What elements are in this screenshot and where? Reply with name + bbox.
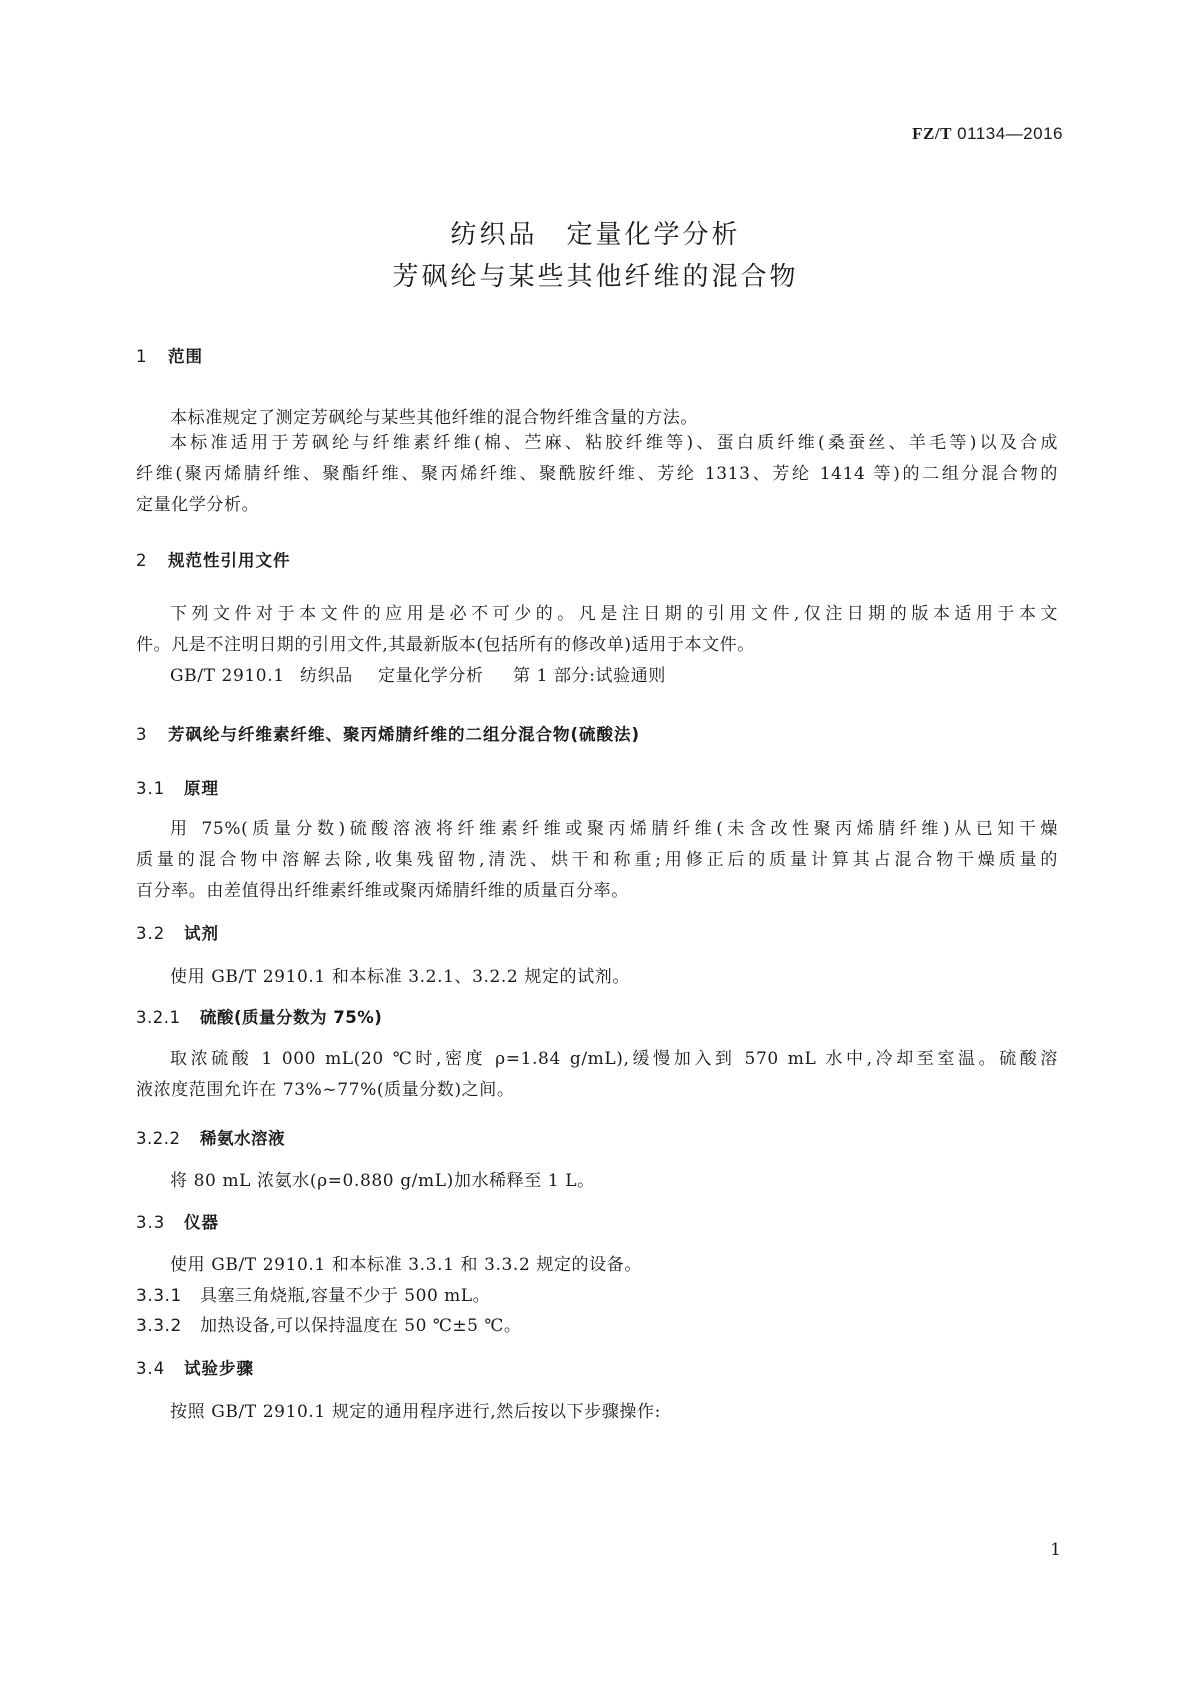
page-number: 1 — [1050, 1540, 1061, 1560]
subsection-3-2-paragraph: 使用 GB/T 2910.1 和本标准 3.2.1、3.2.2 规定的试剂。 — [170, 967, 630, 987]
subsection-3-3-paragraph: 使用 GB/T 2910.1 和本标准 3.3.1 和 3.3.2 规定的设备。 — [170, 1255, 642, 1275]
clause-3-2-1-paragraph — [136, 1044, 1058, 1106]
section-number: 3 — [136, 725, 148, 744]
clause-number: 3.3.1 — [136, 1286, 182, 1306]
subsection-3-2-heading — [136, 920, 219, 944]
standard-prefix: FZ/T — [912, 124, 952, 143]
paragraph-line: 纤维(聚丙烯腈纤维、聚酯纤维、聚丙烯纤维、聚酰胺纤维、芳纶 1313、芳纶 1414 等)的二组分混合物的 — [136, 464, 1058, 484]
clause-3-2-2-heading — [136, 1125, 285, 1149]
subsection-number: 3.2 — [136, 924, 166, 943]
reference-title-part: 定量化学分析 — [378, 666, 484, 686]
standard-number — [912, 124, 1063, 144]
clause-3-2-1-heading — [136, 1004, 382, 1028]
standard-code: 01134—2016 — [957, 124, 1063, 143]
clause-number: 3.2.1 — [136, 1008, 181, 1027]
subsection-3-4-heading — [136, 1355, 254, 1379]
section-2-paragraph-1 — [136, 599, 1058, 661]
clause-title: 稀氨水溶液 — [200, 1129, 285, 1148]
subsection-3-1-heading — [136, 775, 219, 799]
clause-3-3-1 — [136, 1281, 490, 1306]
subsection-3-4-paragraph: 按照 GB/T 2910.1 规定的通用程序进行,然后按以下步骤操作: — [170, 1402, 661, 1422]
document-title-line-1: 纺织品 定量化学分析 — [450, 220, 741, 250]
paragraph-line: 液浓度范围允许在 73%~77%(质量分数)之间。 — [136, 1080, 515, 1100]
section-1-heading — [136, 343, 203, 367]
clause-title: 硫酸(质量分数为 75%) — [200, 1008, 383, 1027]
section-title: 规范性引用文件 — [168, 551, 291, 570]
clause-3-3-2 — [136, 1311, 521, 1336]
paragraph-line: 本标准适用于芳砜纶与纤维素纤维(棉、苎麻、粘胶纤维等)、蛋白质纤维(桑蚕丝、羊毛等)以及合成 — [170, 433, 1058, 453]
section-3-heading — [136, 721, 640, 745]
paragraph-line: 下列文件对于本文件的应用是必不可少的。凡是注日期的引用文件,仅注日期的版本适用于本文 — [170, 604, 1058, 624]
paragraph-line: 百分率。由差值得出纤维素纤维或聚丙烯腈纤维的质量百分率。 — [136, 881, 629, 901]
reference-code: GB/T 2910.1 — [170, 666, 285, 686]
subsection-title: 原理 — [184, 779, 219, 798]
paragraph-line: 用 75%(质量分数)硫酸溶液将纤维素纤维或聚丙烯腈纤维(未含改性聚丙烯腈纤维)从已知干燥 — [170, 819, 1058, 839]
section-number: 1 — [136, 347, 148, 366]
reference-title-part: 纺织品 — [300, 666, 353, 686]
subsection-number: 3.4 — [136, 1359, 166, 1378]
section-title: 范围 — [168, 347, 203, 366]
clause-3-2-2-paragraph: 将 80 mL 浓氨水(ρ=0.880 g/mL)加水稀释至 1 L。 — [170, 1171, 595, 1191]
subsection-3-3-heading — [136, 1209, 219, 1233]
clause-text: 加热设备,可以保持温度在 50 ℃±5 ℃。 — [200, 1316, 522, 1336]
section-title: 芳砜纶与纤维素纤维、聚丙烯腈纤维的二组分混合物(硫酸法) — [168, 725, 641, 744]
paragraph-line: 定量化学分析。 — [136, 495, 260, 515]
subsection-title: 仪器 — [184, 1213, 219, 1232]
subsection-number: 3.1 — [136, 779, 166, 798]
normative-reference-entry — [170, 661, 666, 686]
section-1-paragraph-2 — [136, 428, 1058, 521]
section-1-paragraph-1: 本标准规定了测定芳砜纶与某些其他纤维的混合物纤维含量的方法。 — [170, 408, 698, 428]
section-2-heading — [136, 547, 291, 571]
paragraph-line: 质量的混合物中溶解去除,收集残留物,清洗、烘干和称重;用修正后的质量计算其占混合物干燥质量的 — [136, 850, 1058, 870]
paragraph-line: 件。凡是不注明日期的引用文件,其最新版本(包括所有的修改单)适用于本文件。 — [136, 635, 755, 655]
subsection-number: 3.3 — [136, 1213, 166, 1232]
clause-number: 3.3.2 — [136, 1316, 182, 1336]
document-title-line-2: 芳砜纶与某些其他纤维的混合物 — [392, 262, 799, 292]
section-number: 2 — [136, 551, 148, 570]
clause-number: 3.2.2 — [136, 1129, 181, 1148]
clause-text: 具塞三角烧瓶,容量不少于 500 mL。 — [200, 1286, 491, 1306]
subsection-title: 试验步骤 — [184, 1359, 254, 1378]
subsection-3-1-paragraph — [136, 814, 1058, 907]
subsection-title: 试剂 — [184, 924, 219, 943]
reference-title-part: 第 1 部分:试验通则 — [513, 666, 666, 686]
paragraph-line: 取浓硫酸 1 000 mL(20 ℃时,密度 ρ=1.84 g/mL),缓慢加入到 570 mL 水中,冷却至室温。硫酸溶 — [170, 1049, 1058, 1069]
